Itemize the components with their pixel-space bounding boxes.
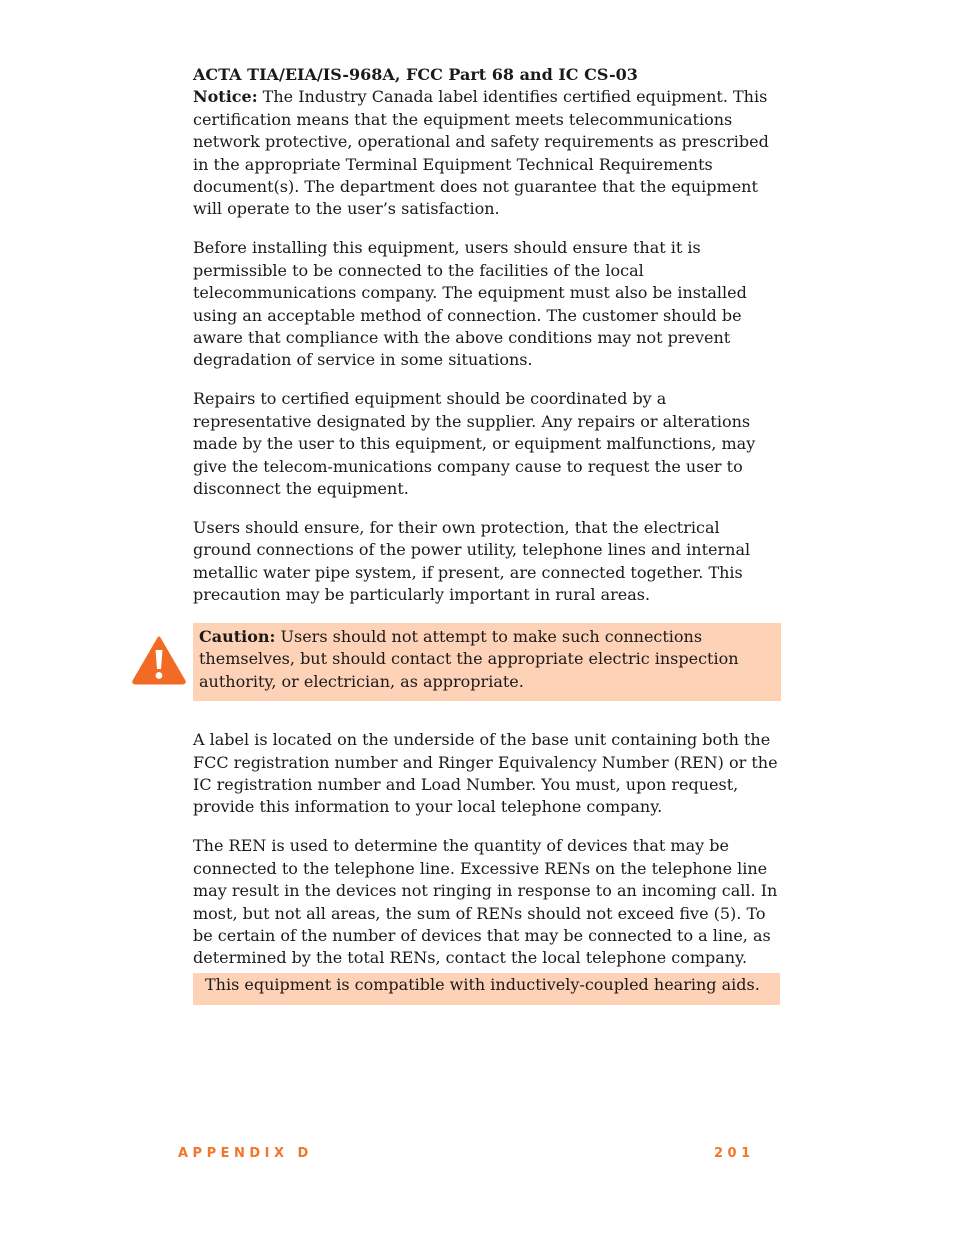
caution-text: Users should not attempt to make such connections themselves, but should contact the appropriate electric inspection authority, or electrician, as appropriate. xyxy=(199,626,739,691)
paragraph-installation: Before installing this equipment, users should ensure that it is permissible to be connected to the facilities of the local telecommunications company. The equipment must also be installed using an acceptable method of connection. The customer should be aware that compliance with the above conditions may not prevent degradation of service in some situations. xyxy=(193,238,747,370)
warning-triangle-icon xyxy=(131,635,187,685)
caution-box xyxy=(193,623,781,701)
document-body xyxy=(193,64,783,1005)
notice-paragraph xyxy=(193,86,783,220)
notice-text: The Industry Canada label identifies certified equipment. This certification means that the equipment meets telecommunications network protective, operational and safety requirements as prescribed in the appropriate Terminal Equipment Technical Requirements document(s). The department does not guarantee that the equipment will operate to the user’s satisfaction. xyxy=(193,87,769,219)
footer-section-label: APPENDIX D xyxy=(178,1146,313,1161)
footer-page-number: 201 xyxy=(714,1146,755,1161)
hearing-aid-note: This equipment is compatible with inductively-coupled hearing aids. xyxy=(193,973,780,1005)
caution-label: Caution: xyxy=(199,626,276,646)
notice-label: Notice: xyxy=(193,87,258,107)
paragraph-label-location: A label is located on the underside of the base unit containing both the FCC registration number and Ringer Equivalency Number (REN) or the IC registration number and Load Number. You must, upon request, provide this information to your local telephone company. xyxy=(193,730,778,817)
paragraph-grounding: Users should ensure, for their own protection, that the electrical ground connections of the power utility, telephone lines and internal metallic water pipe system, if present, are connected together. This precaution may be particularly important in rural areas. xyxy=(193,517,751,605)
paragraph-ren: The REN is used to determine the quantity of devices that may be connected to the telephone line. Excessive RENs on the telephone line may result in the devices not ringing in response to an incoming call. In most, but not all areas, the sum of RENs should not exceed five (5). To be certain of the number of devices that may be connected to a line, as determined by the total RENs, contact the local telephone company. xyxy=(193,836,778,968)
section-heading: ACTA TIA/EIA/IS-968A, FCC Part 68 and IC CS-03 xyxy=(193,65,638,84)
paragraph-repairs: Repairs to certified equipment should be coordinated by a representative designated by the supplier. Any repairs or alterations made by the user to this equipment, or equipment malfunctions, may give the telecom-munications company cause to request the user to disconnect the equipment. xyxy=(193,389,756,498)
caution-callout xyxy=(193,623,783,701)
